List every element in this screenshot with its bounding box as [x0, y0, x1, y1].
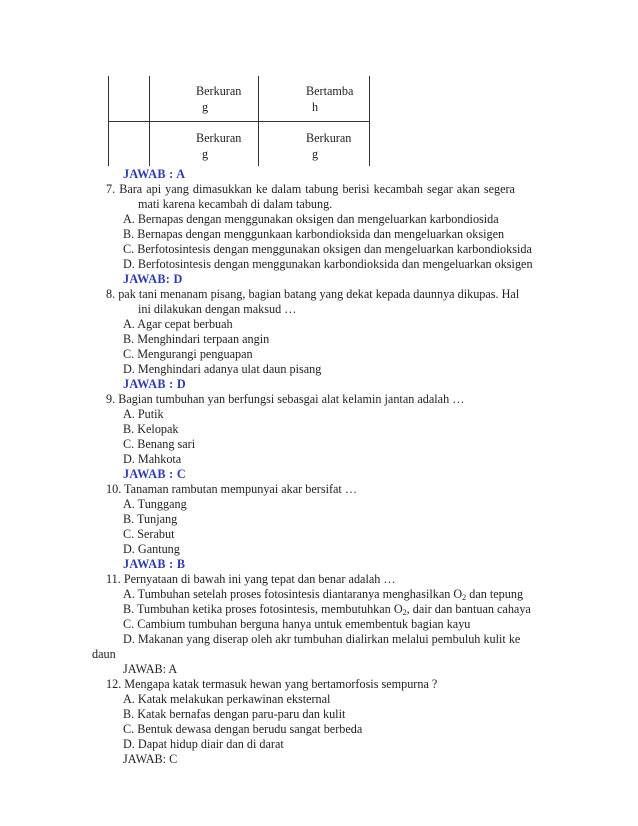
option-d: D. Gantung: [123, 542, 180, 556]
question-text: 8. pak tani menanam pisang, bagian batang yang dekat kepada daunnya dikupas. Hal: [106, 287, 520, 301]
table-cell: h: [312, 100, 319, 114]
option-c: C. Bentuk dewasa dengan berudu sangat berbeda: [123, 722, 363, 736]
table-cell: g: [202, 100, 209, 114]
answer-label: JAWAB : C: [123, 467, 186, 481]
answer-label: JAWAB : A: [123, 167, 186, 181]
question-text: 7. Bara api yang dimasukkan ke dalam tabung berisi kecambah segar akan segera: [106, 182, 515, 196]
answer-label: JAWAB : D: [123, 377, 186, 391]
option-d: D. Dapat hidup diair dan di darat: [123, 737, 284, 751]
table-cell: Berkuran: [196, 84, 242, 98]
option-a: A. Putik: [123, 407, 164, 421]
answer-label: JAWAB: A: [123, 662, 178, 676]
option-b: B. Bernapas dengan menggunkaan karbondioksida dan mengeluarkan oksigen: [123, 227, 505, 241]
table-row-divider: [108, 121, 370, 122]
option-a: A. Agar cepat berbuah: [123, 317, 233, 331]
table-cell: g: [202, 147, 209, 161]
option-a: A. Katak melakukan perkawinan eksternal: [123, 692, 331, 706]
option-b: B. Tumbuhan ketika proses fotosintesis, membutuhkan O2, dair dan bantuan cahaya: [123, 602, 531, 617]
question-text: 9. Bagian tumbuhan yan berfungsi sebasgai alat kelamin jantan adalah …: [106, 392, 465, 406]
question-text: mati karena kecambah di dalam tabung.: [138, 197, 333, 211]
option-b: B. Tunjang: [123, 512, 178, 526]
option-c: C. Benang sari: [123, 437, 196, 451]
option-d: D. Makanan yang diserap oleh akr tumbuhan dialirkan melalui pembuluh kulit ke: [123, 632, 521, 646]
question-text: 11. Pernyataan di bawah ini yang tepat dan benar adalah …: [106, 572, 396, 586]
option-b: B. Kelopak: [123, 422, 179, 436]
table-cell: Bertamba: [306, 84, 354, 98]
table-cell: Berkuran: [196, 131, 242, 145]
option-c: C. Berfotosintesis dengan menggunakan oksigen dan mengeluarkan karbondioksida: [123, 242, 532, 256]
answer-label: JAWAB: D: [123, 272, 183, 286]
option-d: D. Menghindari adanya ulat daun pisang: [123, 362, 322, 376]
table-cell: g: [312, 147, 319, 161]
option-c: C. Mengurangi penguapan: [123, 347, 253, 361]
option-a: A. Tumbuhan setelah proses fotosintesis diantaranya menghasilkan O2 dan tepung: [123, 587, 524, 602]
question-text: 12. Mengapa katak termasuk hewan yang bertamorfosis sempurna ?: [106, 677, 438, 691]
option-a: A. Bernapas dengan menggunakan oksigen dan mengeluarkan karbondiosida: [123, 212, 499, 226]
option-c: C. Serabut: [123, 527, 175, 541]
table-cell: Berkuran: [306, 131, 352, 145]
option-d-continued: daun: [92, 647, 116, 661]
answer-label: JAWAB : B: [123, 557, 186, 571]
option-c: C. Cambium tumbuhan berguna hanya untuk emembentuk bagian kayu: [123, 617, 471, 631]
option-b: B. Menghindari terpaan angin: [123, 332, 270, 346]
question-text: 10. Tanaman rambutan mempunyai akar bersifat …: [106, 482, 358, 496]
option-d: D. Berfotosintesis dengan menggunakan karbondioksida dan mengeluarkan oksigen: [123, 257, 533, 271]
option-d: D. Mahkota: [123, 452, 182, 466]
question-text: ini dilakukan dengan maksud …: [138, 302, 297, 316]
option-b: B. Katak bernafas dengan paru-paru dan kulit: [123, 707, 346, 721]
answer-label: JAWAB: C: [123, 752, 178, 766]
option-a: A. Tunggang: [123, 497, 187, 511]
